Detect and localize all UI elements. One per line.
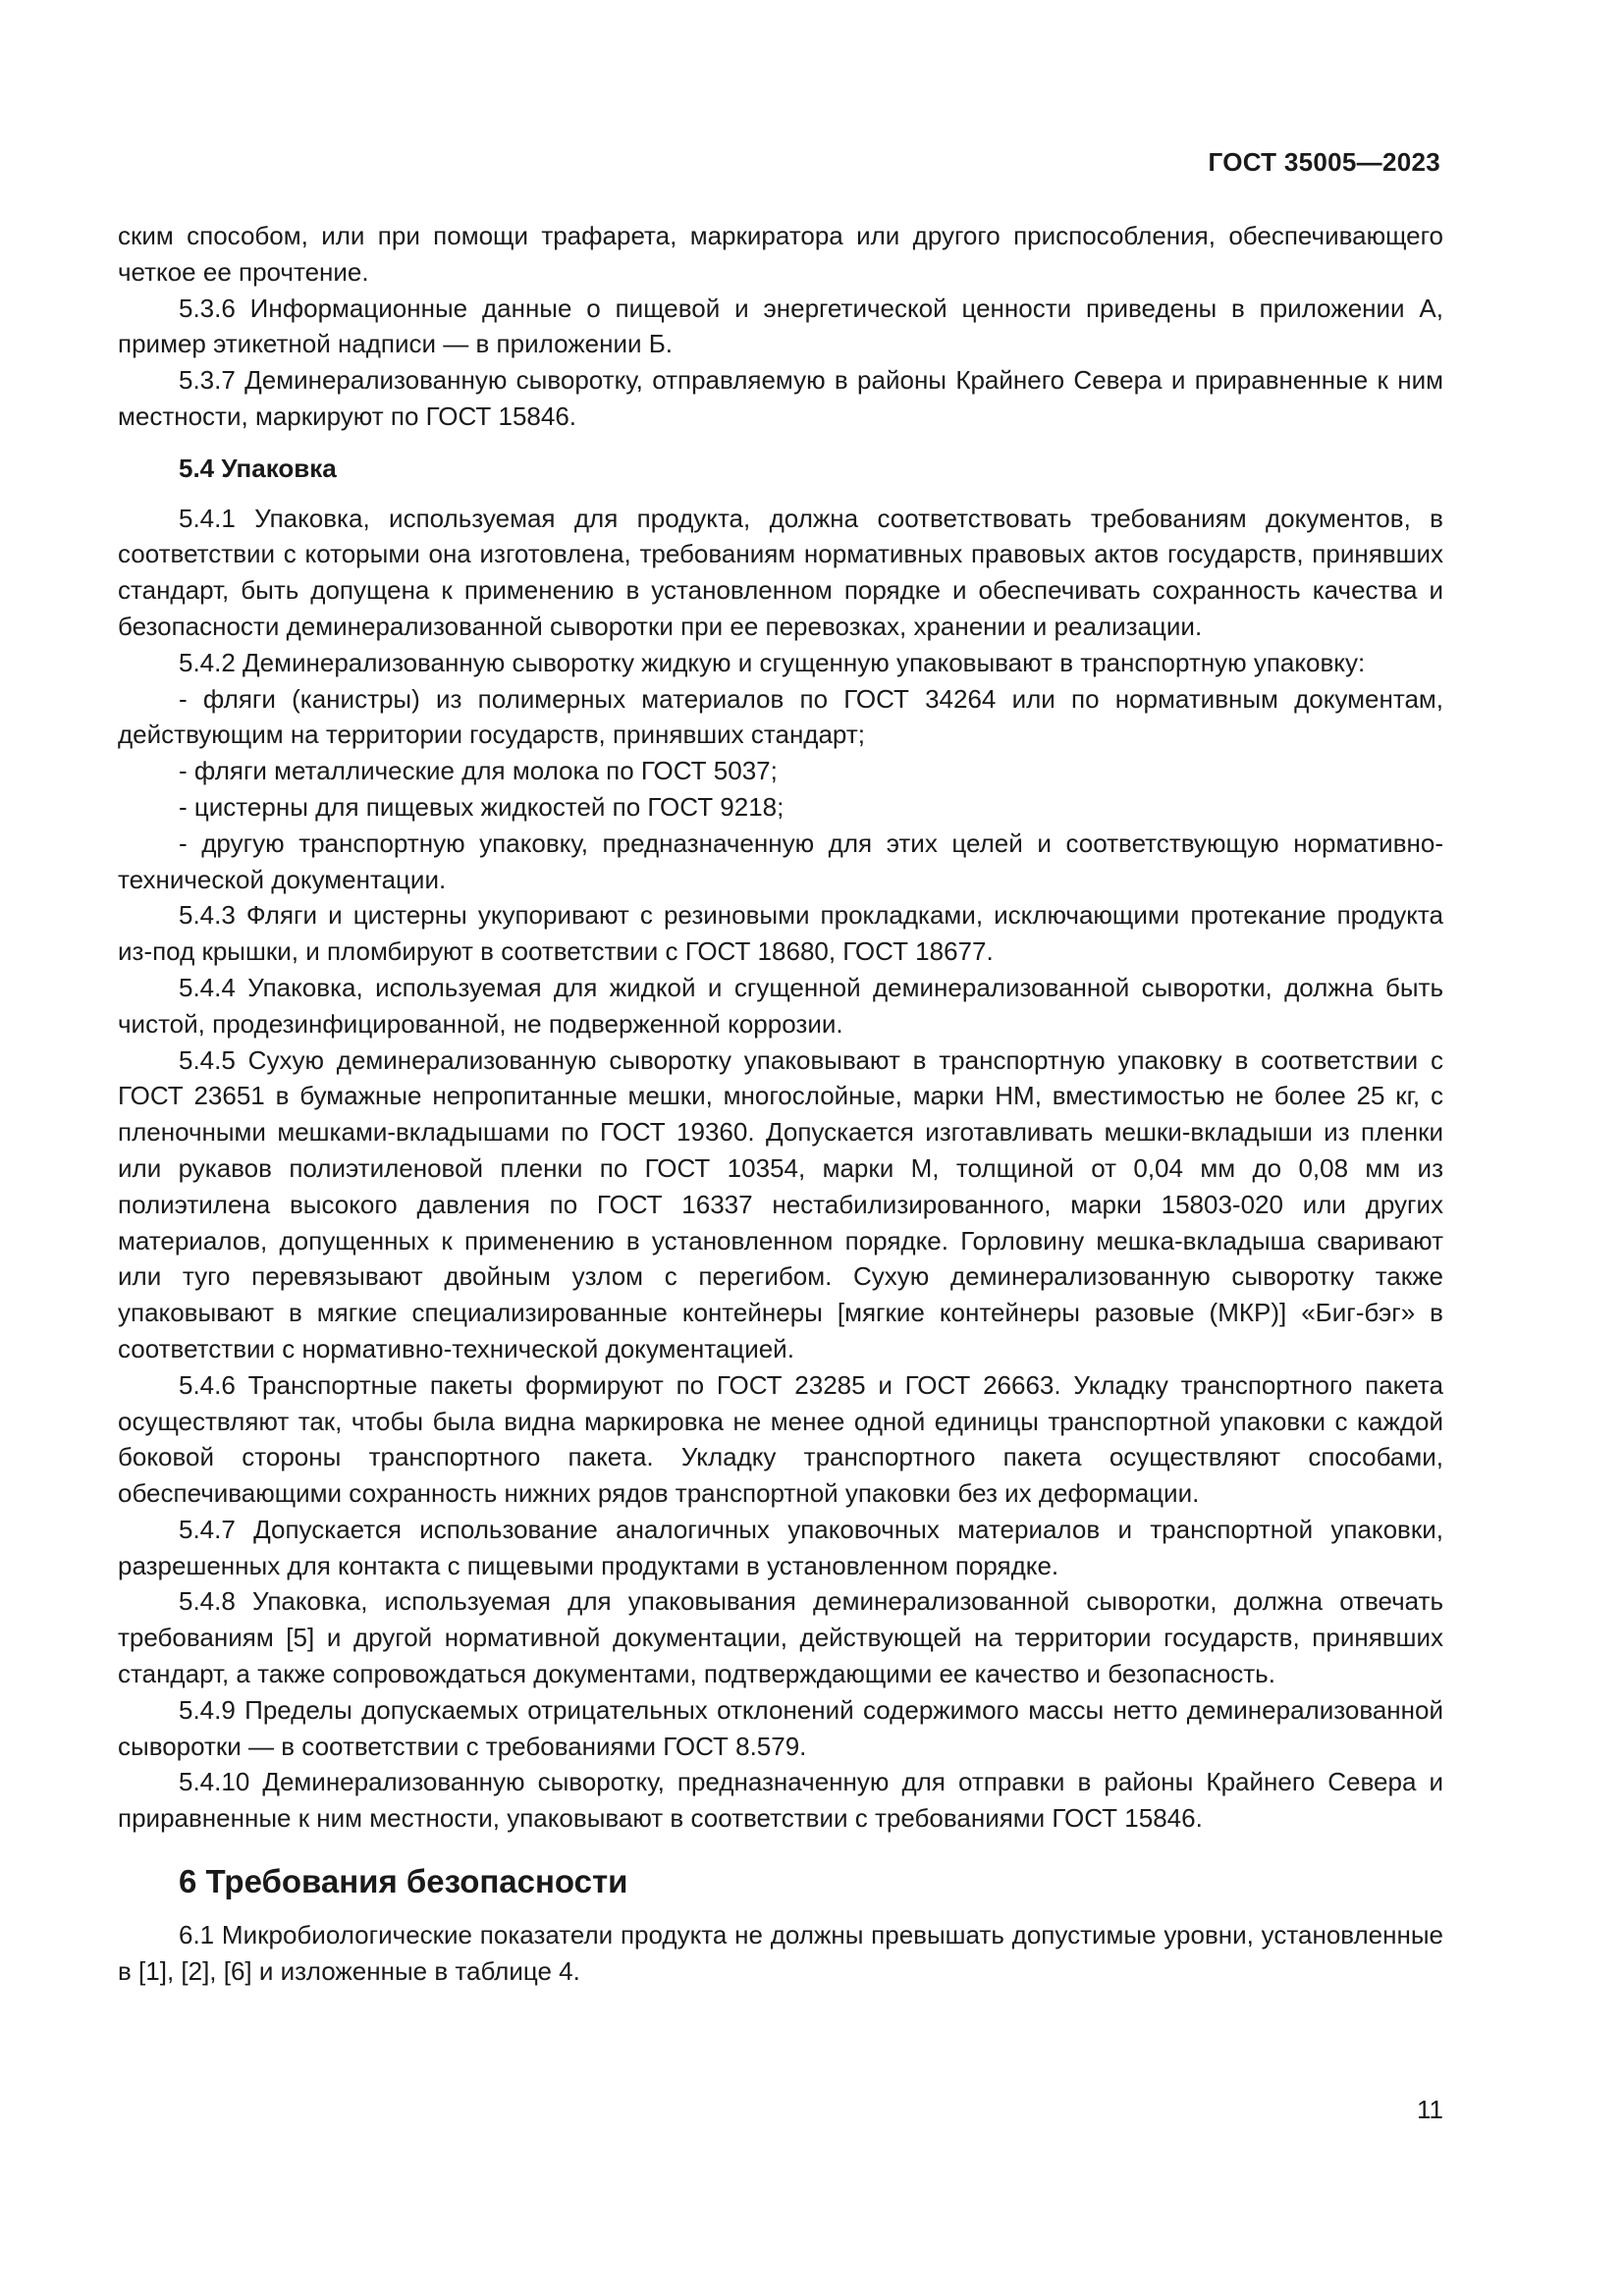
paragraph-5-4-7: 5.4.7 Допускается использование аналогичных упаковочных материалов и транспортной упаковки, разрешенных для контакта с пищевыми продуктами в установленном порядке. [118,1514,1443,1580]
section-heading-6: 6 Требования безопасности [179,1863,628,1900]
paragraph-5-3-7: 5.3.7 Деминерализованную сыворотку, отправляемую в районы Крайнего Севера и приравненные к ним местности, маркируют по ГОСТ 15846. [118,365,1443,431]
paragraph-5-4-2: 5.4.2 Деминерализованную сыворотку жидкую и сгущенную упаковывают в транспортную упаковку: [179,647,1366,677]
paragraph-5-3-6: 5.3.6 Информационные данные о пищевой и энергетической ценности приведены в приложении А, пример этикетной надписи — в приложении Б. [118,293,1443,359]
paragraph-5-4-8: 5.4.8 Упаковка, используемая для упаковывания деминерализованной сыворотки, должна отвечать требованиям [5] и другой нормативной документации, действующей на территории государств, принявших стандарт, а также сопровождаться документами, подтверждающими ее качество и безопасность. [118,1586,1443,1689]
paragraph-5-4-1: 5.4.1 Упаковка, используемая для продукта, должна соответствовать требованиям документов, в соответствии с которыми она изготовлена, требованиям нормативных правовых актов государств, принявших стандарт, быть допущена к применению в установленном порядке и обеспечивать сохранность качества и безопасности деминерализованной сыворотки при ее перевозках, хранении и реализации. [118,503,1443,641]
paragraph-6-1: 6.1 Микробиологические показатели продукта не должны превышать допустимые уровни, установленные в [1], [2], [6] и изложенные в таблице 4. [118,1920,1443,1986]
document-code: ГОСТ 35005—2023 [1208,147,1440,177]
paragraph-5-4-6: 5.4.6 Транспортные пакеты формируют по ГОСТ 23285 и ГОСТ 26663. Укладку транспортного пакета осуществляют так, чтобы была видна маркировка не менее одной единицы транспортной упаковки с каждой боковой стороны транспортного пакета. Укладку транспортного пакета осуществляют способами, обеспечивающими сохранность нижних рядов транспортной упаковки без их деформации. [118,1369,1443,1509]
paragraph-5-4-3: 5.4.3 Фляги и цистерны укупоривают с резиновыми прокладками, исключающими протекание продукта из-под крышки, и пломбируют в соответствии с ГОСТ 18680, ГОСТ 18677. [118,900,1443,967]
paragraph-5-4-4: 5.4.4 Упаковка, используемая для жидкой и сгущенной деминерализованной сыворотки, должна быть чистой, продезинфицированной, не подверженной коррозии. [118,972,1443,1039]
paragraph-5-4-10: 5.4.10 Деминерализованную сыворотку, предназначенную для отправки в районы Крайнего Севера и приравненные к ним местности, упаковывают в соответствии с требованиями ГОСТ 15846. [118,1767,1443,1834]
list-item: - фляги металлические для молока по ГОСТ 5037; [179,756,778,786]
subsection-heading-5-4: 5.4 Упаковка [179,453,337,483]
paragraph-5-4-9: 5.4.9 Пределы допускаемых отрицательных отклонений содержимого массы нетто деминерализованной сыворотки — в соответствии с требованиями ГОСТ 8.579. [118,1694,1443,1761]
paragraph-5-4-5: 5.4.5 Сухую деминерализованную сыворотку упаковывают в транспортную упаковку в соответствии с ГОСТ 23651 в бумажные непропитанные мешки, многослойные, марки НМ, вместимостью не более 25 кг, с пленочными мешками-вкладышами по ГОСТ 19360. Допускается изготавливать мешки-вкладыши из пленки или рукавов полиэтиленовой пленки по ГОСТ 10354, марки М, толщиной от 0,04 мм до 0,08 мм из полиэтилена высокого давления по ГОСТ 16337 нестабилизированного, марки 15803-020 или других материалов, допущенных к применению в установленном порядке. Горловину мешка-вкладыша сваривают или туго перевязывают двойным узлом с перегибом. Сухую деминерализованную сыворотку также упаковывают в мягкие специализированные контейнеры [мягкие контейнеры разовые (МКР)] «Биг-бэг» в соответствии с нормативно-технической документацией. [118,1044,1443,1363]
page-content [118,218,1443,1990]
list-item: - другую транспортную упаковку, предназначенную для этих целей и соответствующую нормативно-технической документации. [118,828,1443,894]
list-item: - цистерны для пищевых жидкостей по ГОСТ 9218; [179,791,785,822]
list-item: - фляги (канистры) из полимерных материалов по ГОСТ 34264 или по нормативным документам, действующим на территории государств, принявших стандарт; [118,683,1443,750]
continuation-paragraph: ским способом, или при помощи трафарета, маркиратора или другого приспособления, обеспечивающего четкое ее прочтение. [118,221,1443,287]
page-number: 11 [1417,2095,1443,2124]
